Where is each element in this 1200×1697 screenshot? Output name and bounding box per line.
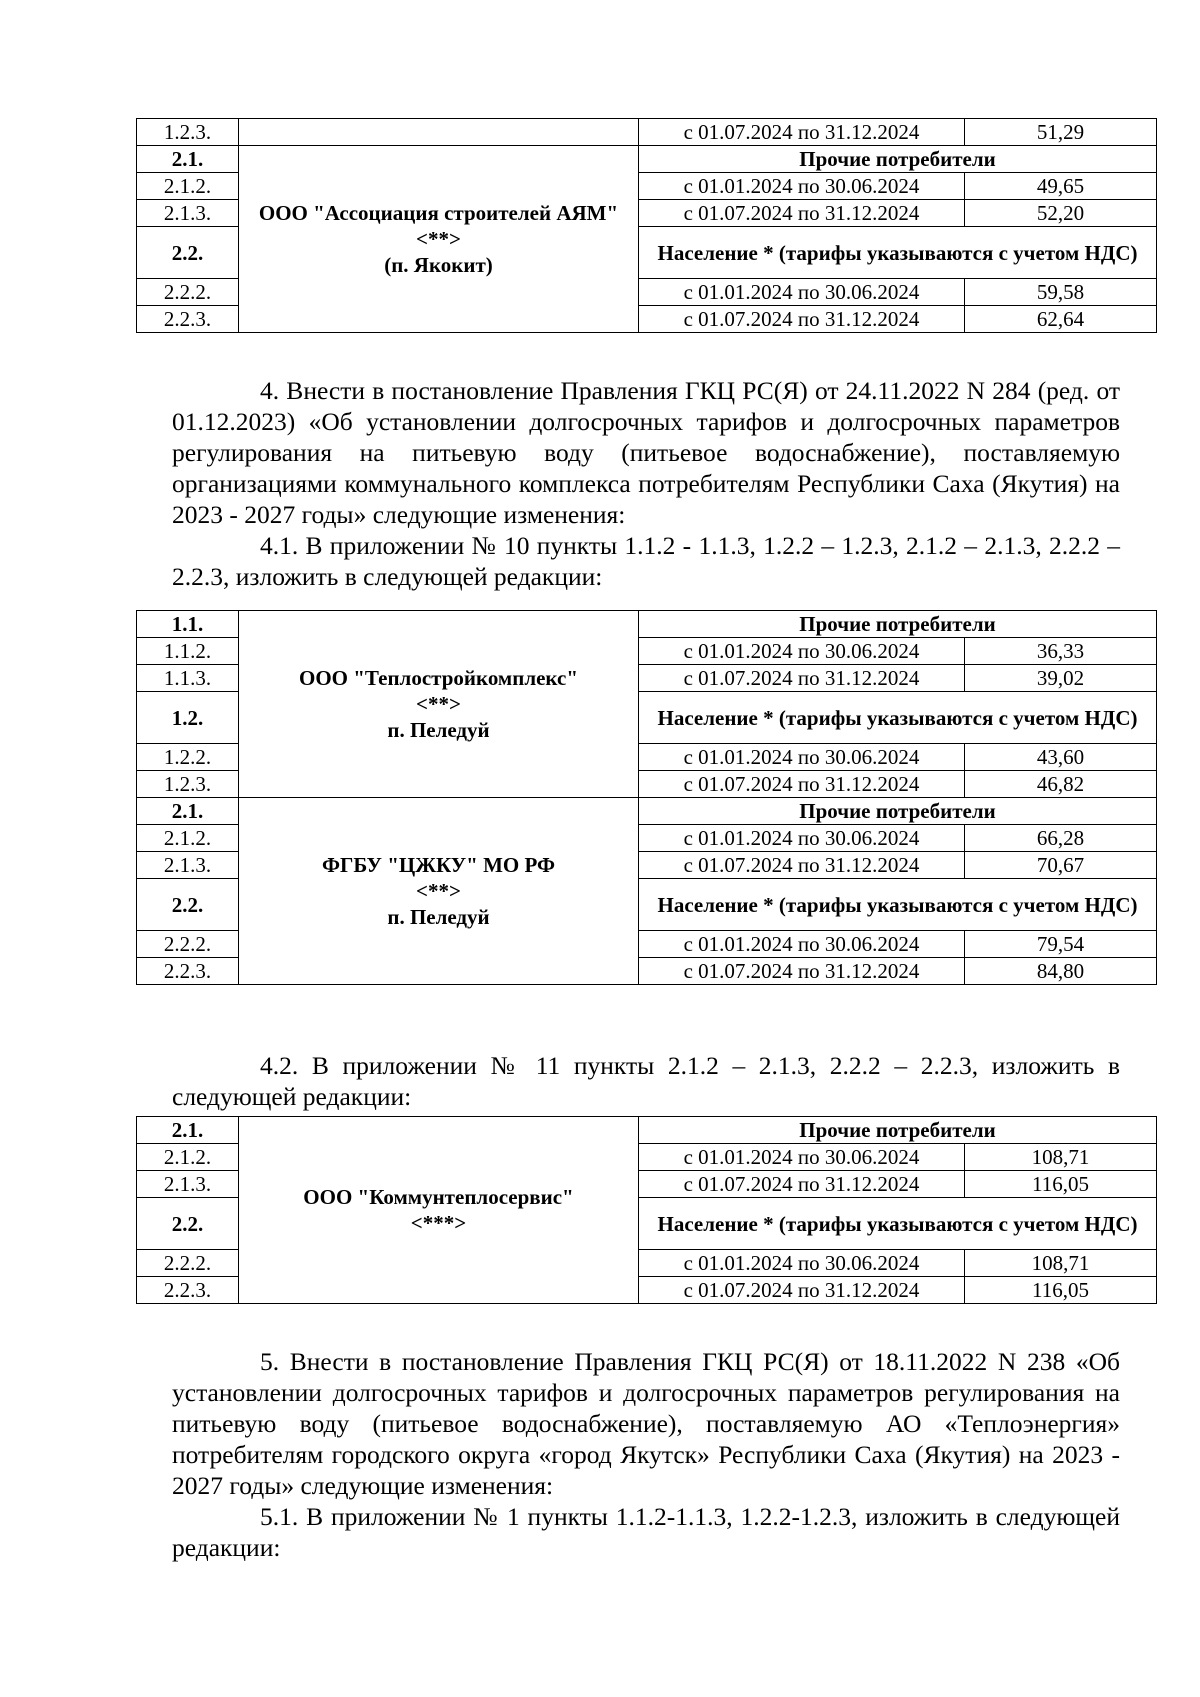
org-name: ООО "Коммунтеплосервис" [303, 1185, 574, 1209]
value-cell: 108,71 [965, 1250, 1157, 1277]
period-cell: с 01.07.2024 по 31.12.2024 [639, 958, 965, 985]
period-cell: с 01.07.2024 по 31.12.2024 [639, 771, 965, 798]
period-cell: с 01.07.2024 по 31.12.2024 [639, 852, 965, 879]
org-cell [239, 146, 639, 333]
period-cell: с 01.07.2024 по 31.12.2024 [639, 1277, 965, 1304]
org-name: ООО "Теплостройкомплекс" [299, 666, 578, 690]
row-number: 2.2.2. [137, 1250, 239, 1277]
row-number: 2.1.3. [137, 200, 239, 227]
row-number: 2.2.2. [137, 279, 239, 306]
row-number: 2.1.2. [137, 1144, 239, 1171]
group-header: Прочие потребители [639, 1117, 1157, 1144]
paragraph-4-2 [172, 1050, 1120, 1112]
group-header: Население * (тарифы указываются с учетом НДС) [639, 227, 1157, 279]
org-place: (п. Якокит) [384, 253, 493, 277]
paragraph-text: 4.1. В приложении № 10 пункты 1.1.2 - 1.1.3, 1.2.2 – 1.2.3, 2.1.2 – 2.1.3, 2.2.2 – 2.2.3, изложить в следующей редакции: [172, 531, 1120, 591]
row-number: 2.2.2. [137, 931, 239, 958]
org-cell [239, 1117, 639, 1304]
org-place: п. Пеледуй [387, 905, 490, 929]
row-number: 1.2.2. [137, 744, 239, 771]
row-number: 2.1.3. [137, 1171, 239, 1198]
period-cell: с 01.01.2024 по 30.06.2024 [639, 279, 965, 306]
row-number: 1.2.3. [137, 771, 239, 798]
org-mark: <**> [416, 692, 461, 716]
period-cell: с 01.01.2024 по 30.06.2024 [639, 931, 965, 958]
value-cell: 52,20 [965, 200, 1157, 227]
row-number: 2.2.3. [137, 1277, 239, 1304]
value-cell: 51,29 [965, 119, 1157, 146]
value-cell: 43,60 [965, 744, 1157, 771]
paragraph-text: 4. Внести в постановление Правления ГКЦ РС(Я) от 24.11.2022 N 284 (ред. от 01.12.2023) «Об установлении долгосрочных тарифов и долгосрочных параметров регулирования на питьевую воду (питьевое водоснабжение), поставляемую организациями коммунального комплекса потребителям Республики Саха (Якутия) на 2023 - 2027 годы» следующие изменения: [172, 376, 1120, 529]
group-header: Население * (тарифы указываются с учетом НДС) [639, 879, 1157, 931]
group-header: Прочие потребители [639, 798, 1157, 825]
row-number: 1.1.2. [137, 638, 239, 665]
tariff-table-3 [136, 1116, 1157, 1304]
row-number: 2.1.2. [137, 825, 239, 852]
org-cell [239, 798, 639, 985]
org-mark: <**> [416, 227, 461, 251]
value-cell: 84,80 [965, 958, 1157, 985]
row-number: 2.2.3. [137, 958, 239, 985]
org-mark: <***> [410, 1211, 467, 1235]
row-number: 2.1. [137, 798, 239, 825]
value-cell: 49,65 [965, 173, 1157, 200]
value-cell: 39,02 [965, 665, 1157, 692]
period-cell: с 01.01.2024 по 30.06.2024 [639, 638, 965, 665]
row-number: 1.2. [137, 692, 239, 744]
table-row [137, 146, 1157, 173]
value-cell: 46,82 [965, 771, 1157, 798]
table-row [137, 1117, 1157, 1144]
table-row [137, 798, 1157, 825]
period-cell: с 01.01.2024 по 30.06.2024 [639, 825, 965, 852]
row-number: 2.2. [137, 1198, 239, 1250]
org-name: ФГБУ "ЦЖКУ" МО РФ [322, 853, 555, 877]
paragraph-text: 4.2. В приложении № 11 пункты 2.1.2 – 2.1.3, 2.2.2 – 2.2.3, изложить в следующей редакции: [172, 1051, 1120, 1111]
period-cell: с 01.07.2024 по 31.12.2024 [639, 1171, 965, 1198]
row-number: 2.1. [137, 1117, 239, 1144]
paragraph-4 [172, 375, 1120, 592]
tariff-table-1 [136, 118, 1157, 333]
row-number: 2.2.3. [137, 306, 239, 333]
period-cell: с 01.07.2024 по 31.12.2024 [639, 119, 965, 146]
org-cell [239, 611, 639, 798]
value-cell: 62,64 [965, 306, 1157, 333]
row-number: 2.2. [137, 227, 239, 279]
period-cell: с 01.01.2024 по 30.06.2024 [639, 1250, 965, 1277]
row-number: 1.1. [137, 611, 239, 638]
table-row [137, 611, 1157, 638]
value-cell: 70,67 [965, 852, 1157, 879]
value-cell: 66,28 [965, 825, 1157, 852]
tariff-table-2 [136, 610, 1157, 985]
group-header: Население * (тарифы указываются с учетом НДС) [639, 692, 1157, 744]
value-cell: 116,05 [965, 1277, 1157, 1304]
paragraph-text: 5.1. В приложении № 1 пункты 1.1.2-1.1.3, 1.2.2-1.2.3, изложить в следующей редакции: [172, 1502, 1120, 1562]
row-number: 2.2. [137, 879, 239, 931]
row-number: 2.1. [137, 146, 239, 173]
period-cell: с 01.07.2024 по 31.12.2024 [639, 306, 965, 333]
group-header: Прочие потребители [639, 611, 1157, 638]
value-cell: 36,33 [965, 638, 1157, 665]
value-cell: 79,54 [965, 931, 1157, 958]
row-number: 2.1.3. [137, 852, 239, 879]
row-number: 1.1.3. [137, 665, 239, 692]
group-header: Население * (тарифы указываются с учетом НДС) [639, 1198, 1157, 1250]
empty-cell [239, 119, 639, 146]
group-header: Прочие потребители [639, 146, 1157, 173]
table-row [137, 119, 1157, 146]
period-cell: с 01.01.2024 по 30.06.2024 [639, 173, 965, 200]
period-cell: с 01.07.2024 по 31.12.2024 [639, 665, 965, 692]
org-mark: <**> [416, 879, 461, 903]
org-name: ООО "Ассоциация строителей АЯМ" [258, 201, 619, 225]
value-cell: 108,71 [965, 1144, 1157, 1171]
paragraph-text: 5. Внести в постановление Правления ГКЦ РС(Я) от 18.11.2022 N 238 «Об установлении долгосрочных тарифов и долгосрочных параметров регулирования на питьевую воду (питьевое водоснабжение), поставляемую АО «Теплоэнергия» потребителям городского округа «город Якутск» Республики Саха (Якутия) на 2023 - 2027 годы» следующие изменения: [172, 1347, 1120, 1500]
value-cell: 59,58 [965, 279, 1157, 306]
period-cell: с 01.01.2024 по 30.06.2024 [639, 744, 965, 771]
row-number: 2.1.2. [137, 173, 239, 200]
org-place: п. Пеледуй [387, 718, 490, 742]
period-cell: с 01.01.2024 по 30.06.2024 [639, 1144, 965, 1171]
paragraph-5 [172, 1346, 1120, 1563]
row-number: 1.2.3. [137, 119, 239, 146]
period-cell: с 01.07.2024 по 31.12.2024 [639, 200, 965, 227]
value-cell: 116,05 [965, 1171, 1157, 1198]
